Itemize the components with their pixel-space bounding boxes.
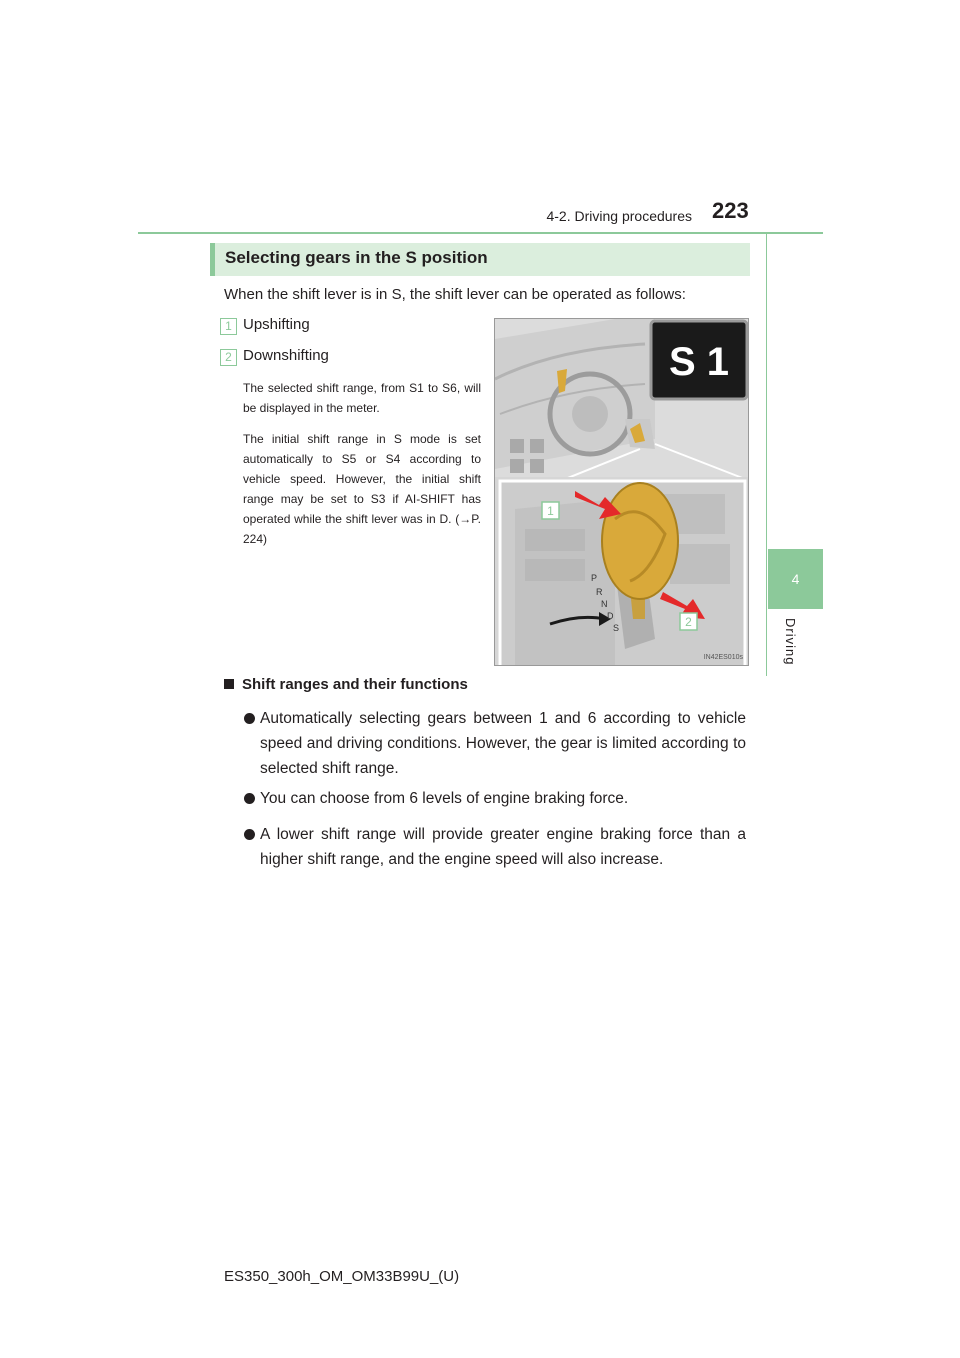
gate-letter-r: R bbox=[596, 587, 603, 597]
note-initial-range: The initial shift range in S mode is set automatically to S5 or S4 according to vehicle speed. However, the initial shift range may be set to S3 if AI-SHIFT has operated while the shift lever was in D. (→P. 224) bbox=[243, 432, 481, 546]
running-header-section: 4-2. Driving procedures bbox=[546, 208, 692, 224]
bullet-dot-icon bbox=[244, 713, 255, 724]
chapter-label: Driving bbox=[783, 618, 798, 666]
chapter-number: 4 bbox=[791, 571, 800, 587]
section-title: Selecting gears in the S position bbox=[225, 248, 488, 267]
square-bullet-icon bbox=[224, 679, 234, 689]
shift-lever-illustration bbox=[494, 318, 749, 666]
list-item bbox=[244, 706, 746, 781]
callout-number-1: 1 bbox=[547, 504, 554, 518]
gate-letter-p: P bbox=[591, 573, 598, 583]
intro-text: When the shift lever is in S, the shift lever can be operated as follows: bbox=[224, 286, 686, 303]
page-number: 223 bbox=[712, 198, 749, 223]
item-label-upshifting: Upshifting bbox=[243, 316, 310, 333]
number-badge-2: 2 bbox=[220, 349, 237, 366]
list-item bbox=[244, 786, 746, 811]
chapter-tab[interactable] bbox=[768, 549, 823, 609]
list-item-text: Automatically selecting gears between 1 and 6 according to vehicle speed and driving conditions. However, the gear is limited according to selected shift range. bbox=[260, 710, 746, 777]
side-rule bbox=[766, 234, 767, 676]
list-item-text: You can choose from 6 levels of engine braking force. bbox=[260, 790, 629, 807]
gear-display-text: S 1 bbox=[668, 340, 730, 384]
bullet-dot-icon bbox=[244, 793, 255, 804]
callout-number-2: 2 bbox=[685, 615, 692, 629]
gate-letter-s: S bbox=[613, 623, 620, 633]
header-rule bbox=[138, 232, 823, 234]
gate-letter-n: N bbox=[601, 599, 608, 609]
gate-letter-d: D bbox=[607, 611, 614, 621]
bullet-dot-icon bbox=[244, 829, 255, 840]
footer-model-code: ES350_300h_OM_OM33B99U_(U) bbox=[224, 1268, 460, 1285]
figure-code: IN42ES010s bbox=[703, 654, 743, 661]
section-title-bar bbox=[210, 243, 750, 276]
list-item-text: A lower shift range will provide greater engine braking force than a higher shift range, and the engine speed will also increase. bbox=[260, 826, 746, 868]
item-label-downshifting: Downshifting bbox=[243, 347, 329, 364]
number-badge-1: 1 bbox=[220, 318, 237, 335]
note-display: The selected shift range, from S1 to S6, will be displayed in the meter. bbox=[243, 381, 481, 415]
shift-lever-svg bbox=[495, 319, 749, 666]
subsection-title: Shift ranges and their functions bbox=[242, 676, 468, 693]
subsection-heading bbox=[224, 676, 468, 693]
list-item bbox=[244, 822, 746, 872]
